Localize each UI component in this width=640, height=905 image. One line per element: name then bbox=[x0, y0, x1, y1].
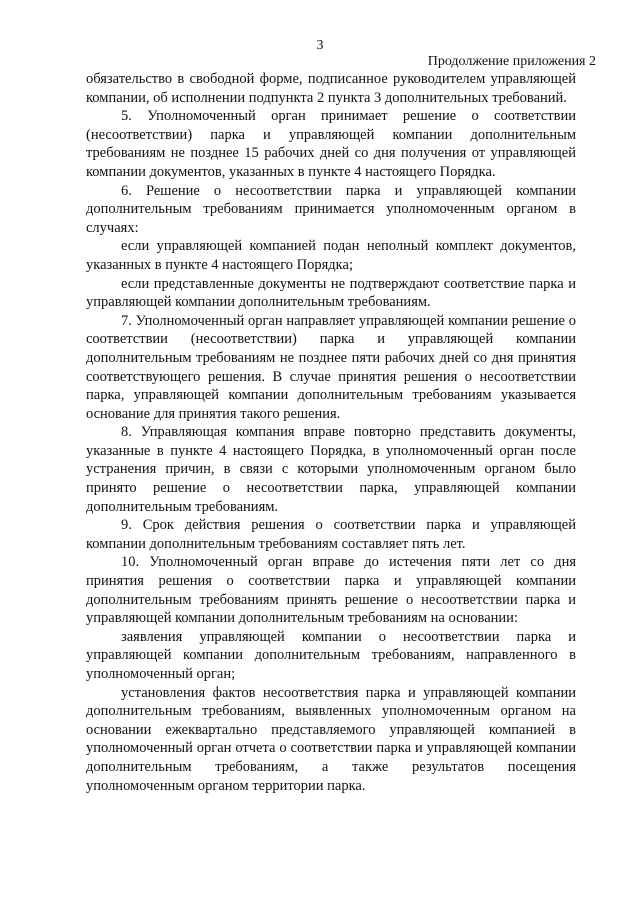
paragraph-item-10: 10. Уполномоченный орган вправе до истечения пяти лет со дня принятия решения о соответствии парка и управляющей компании дополнительным требованиям принять решение о несоответствии парка и управляющей компании дополнительным требованиям на основании: bbox=[86, 554, 576, 627]
paragraph-item-6-case-2: если представленные документы не подтверждают соответствие парка и управляющей компании дополнительным требованиям. bbox=[86, 275, 576, 311]
paragraph-item-6: 6. Решение о несоответствии парка и управляющей компании дополнительным требованиям принимается уполномоченным органом в случаях: bbox=[86, 182, 576, 236]
page-number: 3 bbox=[316, 38, 324, 53]
paragraph-item-6-case-1: если управляющей компанией подан неполный комплект документов, указанных в пункте 4 настоящего Порядка; bbox=[86, 238, 576, 273]
paragraph-item-7: 7. Уполномоченный орган направляет управляющей компании решение о соответствии (несоответствии) парка и управляющей компании дополнительным требованиям не позднее пяти рабочих дней со дня принятия соответствующего решения. В случае принятия решения о несоответствии парка, управляющей компании дополнительным требованиям указывается основание для принятия такого решения. bbox=[86, 312, 576, 422]
paragraph-item-9: 9. Срок действия решения о соответствии парка и управляющей компании дополнительным требованиям составляет пять лет. bbox=[86, 517, 576, 552]
paragraph-item-8: 8. Управляющая компания вправе повторно представить документы, указанные в пункте 4 настоящего Порядка, в уполномоченный орган после устранения причин, в связи с которыми уполномоченным органом было принято решение о несоответствии парка, управляющей компании дополнительным требованиям. bbox=[86, 424, 576, 515]
paragraph-item-10-basis-1: заявления управляющей компании о несоответствии парка и управляющей компании дополнительным требованиям, направленного в уполномоченный орган; bbox=[86, 628, 576, 682]
paragraph-continuation: обязательство в свободной форме, подписанное руководителем управляющей компании, об исполнении подпункта 2 пункта 3 дополнительных требований. bbox=[86, 71, 576, 106]
paragraph-item-10-basis-2: установления фактов несоответствия парка и управляющей компании дополнительным требованиям, выявленных уполномоченным органом на основании ежеквартально представляемого управляющей компанией в уполномоченный орган отчета о соответствии парка и управляющей компании дополнительным требованиям, а также результатов посещения уполномоченным органом территории парка. bbox=[86, 684, 576, 794]
appendix-continuation-label: Продолжение приложения 2 bbox=[427, 54, 596, 69]
document-body bbox=[86, 70, 576, 795]
paragraph-item-5: 5. Уполномоченный орган принимает решение о соответствии (несоответствии) парка и управляющей компании дополнительным требованиям не позднее 15 рабочих дней со дня получения от управляющей компании документов, указанных в пункте 4 настоящего Порядка. bbox=[86, 108, 576, 180]
